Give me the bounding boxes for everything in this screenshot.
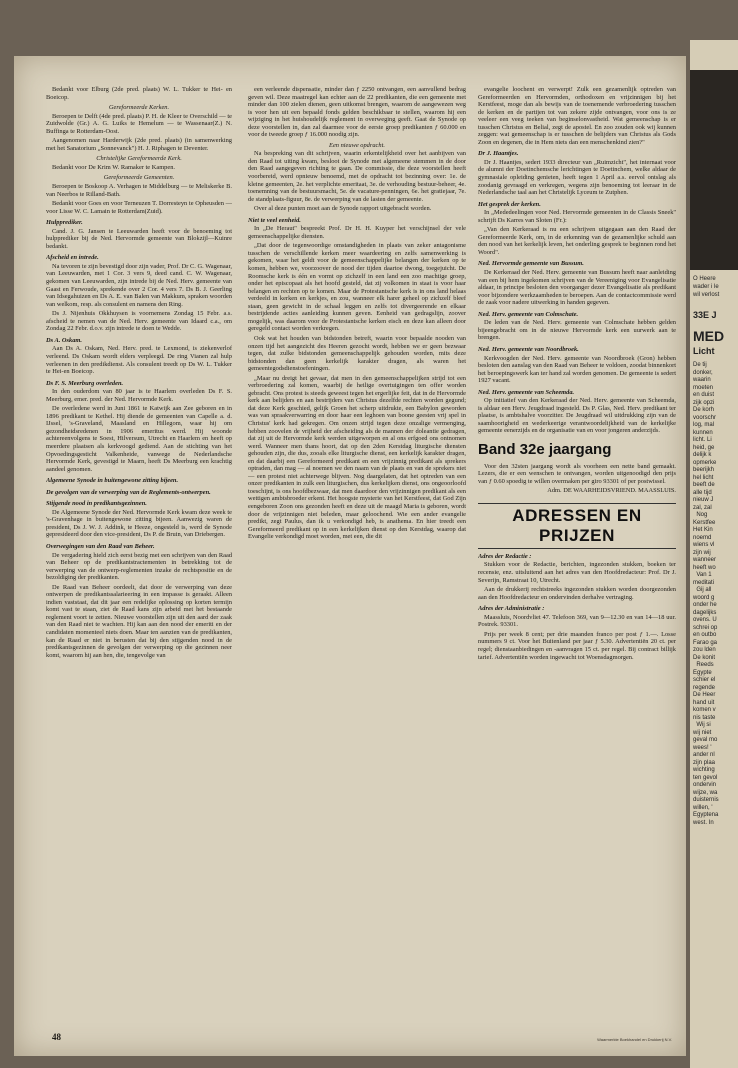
article-heading: Ned. Herv. gemeente van Scheemda. [478,388,575,396]
paragraph: Ook wat het houden van bidstonden betreft, waarin voor bepaalde nooden van onzen tijd het aangezicht des Heeren gezocht wordt, hebben we er geen bezwaar tegen, dat zulke bidstonden gemeenschappelijk gehouden worden, mits deze bidstonden dan geen kerkelijk karakter dragen, als waren het gemeentegodsdienstoefeningen. [248,334,466,373]
paragraph: „Maar nu dreigt het gevaar, dat men in den gemeenschappelijken strijd tot een verbroedering zal komen, waarbij de heilige overtuigingen ten offer worden gebracht. Ons protest is steeds geweest tegen het ergerlijke feit, dat in de Hervormde kerk aan belijders en aan bestrijders van Christus dezelfde rechten worden gegund; dat deze Kerk geschied, gelijk Groen het scherp uitdrukte, een Babylon geworden was van spraakverwarring en door haar een leghoen van boone geesten vrij spel in Christus' kerk had gekregen. Om onzen strijd tegen deze onzalige vermenging, hebben zoovelen de vrijheid der afscheiding als de mannen der doleantie gedragen, dat zij uit de Hervormde kerk werden uitgeworpen en al ons erfgoed ons ontnomen werd. Wanneer men thans hoort, dat op den 2den Kerstdag liturgische diensten gehouden zijn, die dus, zooals elke liturgische dienst, een kerkelijk karakter dragen, en dat daarbij een Gereformeerd predikant en een vrijzinnig predikant als sprekers optraden, dan mag — al noemen we den naam van de plaats en van de sprekers niet — een protest niet achterwege blijven. Nog daargelaten, dat het optreden van een onzer predikanten in zulk een liturgischen, dus kerkelijken dienst, ons ongeoorloofd toeschijnt, is ons hoofdbezwaar, dat men daardoor den vrijzinnigen predikant als een wettigen ambtsbroeder erkent. Het hoogste mysterie van het Kerstfeest, dat God Zijn eengeboren Zoon ons gezonden heeft en deze uit de maagd Maria is geboren, wordt door de vrijzinnigen niet beleden, maar geloochend. Wie een ander evangelie predikt, zegt Paulus, dan ik u verkondigd heb, is anathema. En hier treedt een Gereformeerd predikant op in een kerkelijken dienst op den Kerstdag, waarop dat Evangelie verkondigd moet worden, met een, die dit [248,374,466,541]
column-right [478,86,676,1016]
paragraph: De Kerkeraad der Ned. Herv. gemeente van Bussum heeft naar aanleiding van een bij hem ingekomen schrijven van de Vereeniging voor Evangelisatie aldaar, in principe besloten den voorganger dezer Evangelisatie als predikant voor bijzondere werkzaamheden te beroepen. Aan de contactcommissie werd de zaak voor nadere uitwerking in handen gegeven. [478,269,676,307]
article-heading: Ned. Hervormde gemeente van Bussum. [478,260,584,268]
paragraph: Aan de drukkerij rechtstreeks ingezonden stukken worden doorgezonden aan den Hoofdredacteur en ondervinden derhalve vertraging. [478,586,676,601]
adjacent-text: De tij donker, waarin moeten en duist zijk opzi De korh voorschr log, mal kunnen licht. Li heid, ge delijk k opmerke beerijkh hel licht beeft de alle tijd nieuw J zal, zal Nog Kerstfee Het Kin noemd wiens vl zijn wij wanneer heeft wo Van 1 meditati Gij all woord g onder he dagelijks ovens. U schrei op en outbo Farao ga zou lden De konit Reeds Egypte schier el regende De Heer hand uit komen v nis taste Wij si wij niet geval mo wees! ' ander nl zijn plaa wichting ten gevol ondervin wijze, wa duisternis willen, ' Egyptena west. In [693,362,719,826]
paragraph: „Van den Kerkeraad is nu een schrijven uitgegaan aan den Raad der Gereformeerde Kerk, om, in de erkenning van de gezamenlijke schuld aan den nood van het kerkelijk leven, het onderling gesprek te beginnen rond het Woord". [478,226,676,256]
paragraph: In den ouderdom van 80 jaar is te Haarlem overleden Ds F. S. Meerburg, emer. pred. der Ned. Hervormde Kerk. [46,388,232,403]
page-number: 48 [52,1032,61,1042]
paragraph: Op initiatief van den Kerkeraad der Ned. Herv. gemeente van Scheemda, is aldaar een Herv. Jeugdraad ingesteld. Ds P. Glas, Ned. Herv. predikant ter plaatse, is ambtshalve voorzitter. De Jeugdraad wil uitdrukking zijn van de saamhoorigheid en wederkeerige verantwoordelijkheid van de kerkelijke gemeente eenerzijds en de organisatie van en voor jongeren anderzijds. [478,397,676,435]
paragraph: Beroepen te Boskoop A. Verhagen te Middelburg — te Meliskerke B. van Neerbos te Rilland-Bath. [46,183,232,198]
paragraph: Aan Ds A. Oskam, Ned. Herv. pred. te Lexmond, is ziekenverlof verleend. Ds Oskam wordt elders verpleegd. De ring Vianen zal hulp verleenen in den predikdienst. Als consulent treedt op Ds W. L. Tukker te Hei-en Boeicop. [46,345,232,376]
article-heading: Dr J. Haantjes. [478,150,519,158]
addresses-heading: ADRESSEN EN PRIJZEN [478,503,676,549]
section-heading: Christelijke Gereformeerde Kerk. [96,155,182,163]
article-heading: Afscheid en intrede. [46,254,99,262]
paragraph: Na tevoren te zijn bevestigd door zijn vader, Prof. Dr C. G. Wagenaar, van Leeuwarden, met 1 Cor. 3 vers 9, deed cand. C. W. Wagenaar, gekomen van Leeuwarden, zijn intrede bij de Ned. Herv. gemeente van Gaast en Ferwoude, sprekende over 2 Cor. 4 vers 7. Ds B. J. Geerling van Idsegahuizen en Ds A. E. van Balen van Makkum, spraken woorden van welkom, resp. als consulent en namens den Ring. [46,262,232,308]
paragraph: Cand. J. G. Jansen te Leeuwarden heeft voor de benoeming tot hulpprediker bij de Ned. Hervormde gemeente van Blokzijl—Kuinre bedankt. [46,227,232,250]
paragraph: In „De Heraut" bespreekt Prof. Dr H. H. Kuyper het verschijnsel der vele gemeenschappelijke diensten. [248,225,466,240]
adjacent-subheading: Licht [693,346,715,356]
section-heading: Een nieuwe opdracht. [329,141,385,149]
paragraph: Prijs per week 8 cent; per drie maanden franco per post ƒ 1.—. Losse nummers 9 ct. Voor het Buitenland per jaar ƒ 5.30. Advertentiën 20 ct. per regel; dienstaanbiedingen en -aanvragen 15 ct. per regel. Bij contract billijk tarief. Advertentiën worden ingewacht tot Woensdagmorgen. [478,630,676,661]
paragraph: In „Mededeelingen voor Ned. Hervormde gemeenten in de Classis Sneek" schrijft Ds Karres van Sloten (Fr.): [478,209,676,224]
paragraph: evangelie loochent en verwerpt! Zulk een gezamenlijk optreden van Gereformeerden en Hervormden, orthodoxen en vrijzinnigen bij het Kerstfeest, moge dan als bewijs van de toenemende verbroedering tusschen de kerken en de partijen tot van zekere zijde ontvangen, voor ons is ze veeleer een veeg teeken van beginselonvastheid. Wat gemeenschap is er tusschen Christus en Belial, zegt de apostel. En zoo zouden ook wij kunnen zeggen: wat gemeenschap is er tusschen de belijders van Christus als Gods Zoon en degenen, die in Hem niets dan een menschenkind zien?" [478,86,676,146]
signature-line: Adm. DE WAARHEIDSVRIEND. MAASSLUIS. [547,487,676,495]
column-left [46,86,232,1016]
adjacent-caption-1: O Heere [693,276,716,282]
section-heading: Gereformeerde Gemeenten. [103,174,175,182]
article-heading: Ds A. Oskam. [46,336,82,344]
paragraph: De leden van de Ned. Herv. gemeente van Colmschate hebben gelden bijeengebracht om in de nieuwe Hervormde kerk een uurwerk aan te brengen. [478,319,676,342]
paragraph: De Algemeene Synode der Ned. Hervormde Kerk kwam deze week te 's-Gravenhage in buitengewone zitting bijeen. Aanwezig waren de president, Ds J. W. J. Addink, te Heeze, ongesteld is, werd de Synode gepresideerd door den vice-president, Ds P. de Bruin, van Driebergen. [46,508,232,539]
adjacent-page-fragment [690,40,738,1068]
article-heading: Stijgende nood in predikantsgezinnen. [46,500,147,508]
adjacent-issue-label: 33E J [693,310,717,320]
paragraph: De Raad van Beheer oordeelt, dat door de verwerping van deze ontwerpen de predikantssalarieering in een impasse is geraakt. Alleen indien vaststaat, dat dit jaar een redelijke oplossing op korten termijn komt vast te staan, ziet de Raad kans zijn arbeid met het bestaande reglement voort te zetten. Nieuwe voorstellen zijn uit den aard der zaak van den Raad niet te wachten. Hij kan aan den nood der emeriti en der candidaten momenteel niets doen. Maar ten aanzien van de predikanten, kan de Raad er niet in berusten dat bij den stijgenden nood in de predikantsgezinnen de gevolgen der verwerping op die gezinnen neer komt, waarom hij aan hen, die, tengevolge van [46,583,232,659]
article-heading: Het gesprek der kerken. [478,200,541,208]
paragraph: Kerkvoogden der Ned. Herv. gemeente van Noordbroek (Gron) hebben besloten den aanslag van den Raad van Beheer te voldoen, zoodat binnenkort het beroepingswerk kan ter hand zal worden genomen. De gemeente is sedert 1927 vacant. [478,354,676,385]
article-heading: Ds F. S. Meerburg overleden. [46,379,124,387]
paragraph: De vergadering hield zich eerst bezig met een schrijven van den Raad van Beheer op de predikantstractementen in betrekking tot de verwerping van de ontwerp-reglementen inzake de rechtspositie en de bezoldiging der predikanten. [46,551,232,582]
printer-imprint: Waarmerkte Boekhandel en Drukkerij N.V. [597,1037,672,1042]
paragraph: Dr J. Haantjes, sedert 1933 directeur van „Ruimzicht", het internaat voor de alumni der Doetinchemsche lerichtingen te Doetinchem, welke aldaar de gymnasiale opleiding genieten, heeft tegen 1 April a.s. eervol ontslag als zoodanig gevraagd en verkregen, wegens zijn benoeming tot leeraar in de Nederlandsche taal aan het Christelijk Lyceum te Zutphen. [478,158,676,197]
article-heading: Algemeene Synode in buitengewone zitting bijeen. [46,477,179,485]
column-middle [248,86,466,1016]
paragraph: Maassluis, Noordvliet 47. Telefoon 369, van 9—12.30 en van 14—18 uur. Postrek. 93301. [478,613,676,629]
article-heading: Niet te veel eenheid. [248,216,301,224]
article-heading: Adres der Redactie : [478,552,532,560]
paragraph: De overledene werd in Juni 1861 te Katwijk aan Zee geboren en in 1896 predikant te Kethel. Hij diende de gemeenten van Capelle a. d. IJssel, 's-Graveland, Maasland en Hillegom, waar hij om gezondheidsredenen in 1906 emeritus werd. Hij woonde achtereenvolgens te Soest, Hilversum, Utrecht en Haarlem en heeft op meerdere plaatsen als kerkvoogd gediend. Aan de stichting van het Opvoedingsgesticht Valkenheide, vanwege de Nederlandsche Hervormde Kerk, gevestigd te Maarn, heeft Ds Meerburg een krachtig aandeel genomen. [46,405,232,473]
newspaper-page [14,56,686,1056]
paragraph: „Dat door de tegenwoordige omstandigheden in plaats van zeker antagonisme tusschen de verschillende kerken meer waardeering en zelfs samenwerking is gekomen, waar het geldt voor de gemeenschappelijke belangen der kerken op te komen, hebben we, voorzoover de nood der tijden daartoe dwong, toegejuicht. De Roomsche kerk is één en vormt op zichzelf in een land een zoo machtige groep, onder het episcopaat als het hoofd gesteld, dat zij volkomen in staat is voor haar belangen en rechten op te komen. Maar de Protestantsche kerk is in ons land helaas verdeeld in kerken en kerkjes, en zou, wanneer elk harer geheel op zichzelf bleef staan, geen gewicht in de schaal leggen en zelfs tot divergeerende en elkaar bestrijdende acties aanleiding kunnen geven. Eenheid van gedragslijn, zoover mogelijk, was daarom voor de Protestantsche kerken eisch en deze kan alleen door geregeld contact worden verkregen. [248,242,466,333]
adjacent-page-photo [690,70,738,270]
paragraph: Bedankt voor Elburg (2de pred. plaats) W. L. Tukker te Hei- en Boeicop. [46,86,232,101]
section-heading: Gereformeerde Kerken. [108,104,170,112]
paragraph: een verleende dispensatie, minder dan ƒ 2250 ontvangen, een aanvullend bedrag geven wil. Deze maatregel kan echter aan de 22 predikanten, die een gemeente met minder dan 100 zielen dienen, geen uitkomst brengen, waarom de aangewezen weg is voor hen uit een bepaald fonds gelden beschikbaar te stellen, waarom hij een wijziging in het huishoudelijk reglement in overweging geeft. Gaat de Synode op deze voorstellen in, dan zal daarmee voor de eerste groep predikanten ƒ 60.000 en voor de tweede groep ƒ 16.000 noodig zijn. [248,86,466,139]
paragraph: Ds J. Nijenhuis Okkhuysen is voornemens Zondag 15 Febr. a.s. afscheid te nemen van de Ned. Herv. gemeente van Idaard c.a., om Zondag 22 Febr. d.o.v. zijn intrede te doen te Wedde. [46,310,232,333]
paragraph: Over al deze punten moet aan de Synode rapport uitgebracht worden. [254,205,432,213]
article-heading: Hulpprediker. [46,219,83,227]
paragraph: Bedankt voor De Krim W. Ramaker te Kampen. [52,163,175,171]
band-heading: Band 32e jaargang [478,440,612,458]
paragraph: Stukken voor de Redactie, berichten, ingezonden stukken, boeken ter recensie, enz. uitsluitend aan het adres van den Hoofdredacteur: Prof. Dr J. Severijn, Ramstraat 10, Utrecht. [478,561,676,584]
paragraph: Voor den 32sten jaargang wordt als voorheen een nette band gemaakt. Lezers, die er een wenschen te ontvangen, worden uitgenoodigd den prijs van ƒ 0.60 spoedig te willen overmaken per giro 93301 of per postwissel. [478,462,676,485]
article-heading: De gevolgen van de verwerping van de Reglements-ontwerpen. [46,488,211,496]
paragraph: Aangenomen naar Harderwijk (2de pred. plaats) (in samenwerking met het Sanatorium „Sonnevanck") H. J. Riphagen te Deventer. [46,137,232,152]
adjacent-heading: MED [693,328,725,344]
article-heading: Adres der Administratie : [478,605,545,613]
adjacent-caption-2: wader i le [693,284,719,290]
paragraph: Na bespreking van dit schrijven, waarin erkentelijkheid over het aanbijven van den Raad tot uiting kwam, besloot de Synode met algemeene stemmen in de door den Raad aangegeven richting te gaan. De commissie, die deze voorstellen heeft voorbereid, werd opnieuw benoemd, met de opdracht tot bezinning over: 1e. de kleine gemeenten, 2e. het verplichte emeritaat, 3e. de verhouding bestuur-beheer, 4e. toenemning van de bestuursmacht, 5e. de vacature-penningen, 6e. het gratiejaar, 7e. de standplaats-figuur, 8e. de verwerping van de lasten der gemeente. [248,150,466,203]
article-heading: Overwegingen van den Raad van Beheer. [46,542,155,550]
article-heading: Ned. Herv. gemeente van Colmschate. [478,310,579,318]
paragraph: Bedankt voor Goes en voor Terneuzen T. Dorresteyn te Opheusden — voor Lisse W. C. Lamain te Rotterdam(Zuid). [46,200,232,215]
adjacent-caption-3: wil verlost [693,292,720,298]
article-heading: Ned. Herv. gemeente van Noordbroek. [478,345,579,353]
paragraph: Beroepen te Delft (4de pred. plaats) P. H. de Kleer te Overschild — te Zuidwolde (Gr.) A. G. Luiks te Hemelum — te Wassenaar(Z.) N. Buffinga te Rotterdam-Oost. [46,112,232,135]
